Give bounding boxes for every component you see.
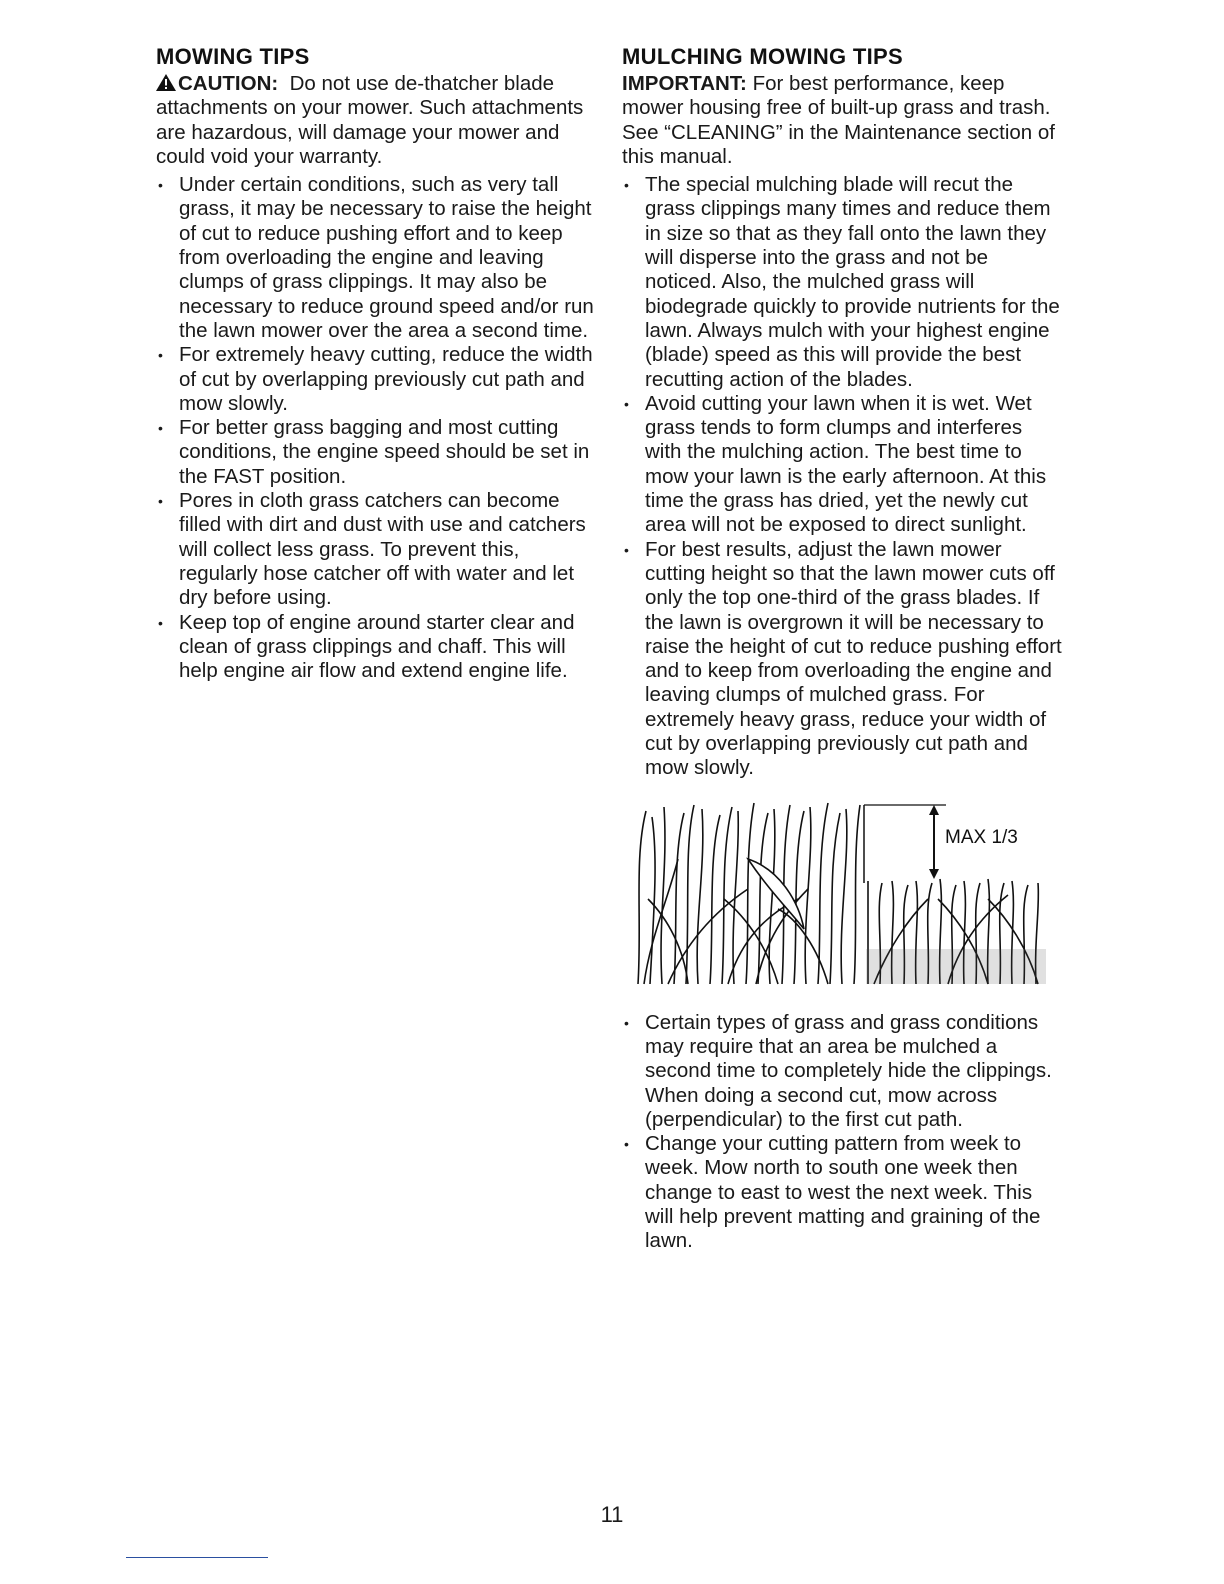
list-item: • Under certain conditions, such as very tall grass, it may be necessary to raise the height of cut to reduce pushing effort and to keep from overloading the engine and leaving clumps of grass clippings. It may also be necessary to reduce ground speed and/or run the lawn mower over the area a second time.: [158, 173, 594, 342]
bullet-icon: •: [158, 614, 163, 631]
important-paragraph: [622, 72, 1062, 169]
mowing-tips-column: [156, 42, 596, 683]
list-item: • For best results, adjust the lawn mower cutting height so that the lawn mower cuts off only the top one-third of the grass blades. If the lawn is overgrown it will be necessary to raise the height of cut to reduce pushing effort and to keep from overloading the engine and leaving clumps of mulched grass. For extremely heavy grass, reduce your width of cut by overlapping previously cut path and mow slowly.: [624, 537, 1062, 780]
list-item: • Change your cutting pattern from week to week. Mow north to south one week then change to east to west the next week. This will help prevent matting and graining of the lawn.: [624, 1132, 1041, 1253]
footer-rule: [126, 1557, 268, 1558]
bullet-icon: •: [624, 395, 629, 412]
important-label: IMPORTANT:: [622, 72, 747, 95]
bullet-icon: •: [158, 420, 163, 437]
bullet-icon: •: [158, 493, 163, 510]
important-text: For best performance, keep mower housing free of built-up grass and trash. See “CLEANING” in the Maintenance section of this manual.: [622, 72, 1055, 168]
page-number: 11: [600, 1502, 624, 1527]
mulching-tips-heading: MULCHING MOWING TIPS: [622, 44, 903, 69]
grass-cut-height-figure: [628, 799, 1048, 989]
bullet-icon: •: [624, 1014, 629, 1031]
mowing-tips-list: [156, 173, 596, 683]
bullet-icon: •: [624, 1136, 629, 1153]
grass-illustration: [628, 799, 1048, 989]
mulching-tips-list-bottom: [622, 1011, 1062, 1254]
list-item: • For extremely heavy cutting, reduce the width of cut by overlapping previously cut path and mow slowly.: [158, 343, 593, 415]
list-item: • Pores in cloth grass catchers can become filled with dirt and dust with use and catchers will collect less grass. To prevent this, regularly hose catcher off with water and let dry before using.: [158, 489, 586, 610]
bullet-icon: •: [158, 177, 163, 194]
caution-text: Do not use de-thatcher blade attachments on your mower. Such attachments are hazardous, will damage your mower and could void your warranty.: [156, 72, 584, 168]
list-item: • Avoid cutting your lawn when it is wet. Wet grass tends to form clumps and interferes with the mulching action. The best time to mow your lawn is the early afternoon. At this time the grass has dried, yet the newly cut area will not be exposed to direct sunlight.: [624, 391, 1047, 537]
bullet-icon: •: [158, 347, 163, 364]
tall-grass-icon: [638, 803, 860, 984]
caution-paragraph: [156, 72, 596, 169]
bullet-icon: •: [624, 541, 629, 558]
list-item: • Keep top of engine around starter clear and clean of grass clippings and chaff. This will help engine air flow and extend engine life.: [158, 610, 575, 683]
bullet-icon: •: [624, 177, 629, 194]
list-item: • The special mulching blade will recut the grass clippings many times and reduce them in size so that as they fall onto the lawn they will disperse into the grass and not be noticed. Also, the mulched grass will biodegrade quickly to provide nutrients for the lawn. Always mulch with your highest engine (blade) speed as this will provide the best recutting action of the blades.: [624, 173, 1060, 391]
list-item: • For better grass bagging and most cutting conditions, the engine speed should be set in the FAST position.: [158, 416, 590, 488]
mowing-tips-heading: MOWING TIPS: [156, 44, 310, 69]
list-item: • Certain types of grass and grass conditions may require that an area be mulched a second time to completely hide the clippings. When doing a second cut, mow across (perpendicular) to the first cut path.: [624, 1010, 1052, 1131]
max-one-third-label: MAX 1/3: [945, 826, 1018, 848]
mulching-tips-column: [622, 42, 1062, 1254]
mulching-tips-list-top: [622, 173, 1062, 780]
caution-label: CAUTION:: [178, 72, 279, 95]
warning-icon: [156, 74, 176, 91]
